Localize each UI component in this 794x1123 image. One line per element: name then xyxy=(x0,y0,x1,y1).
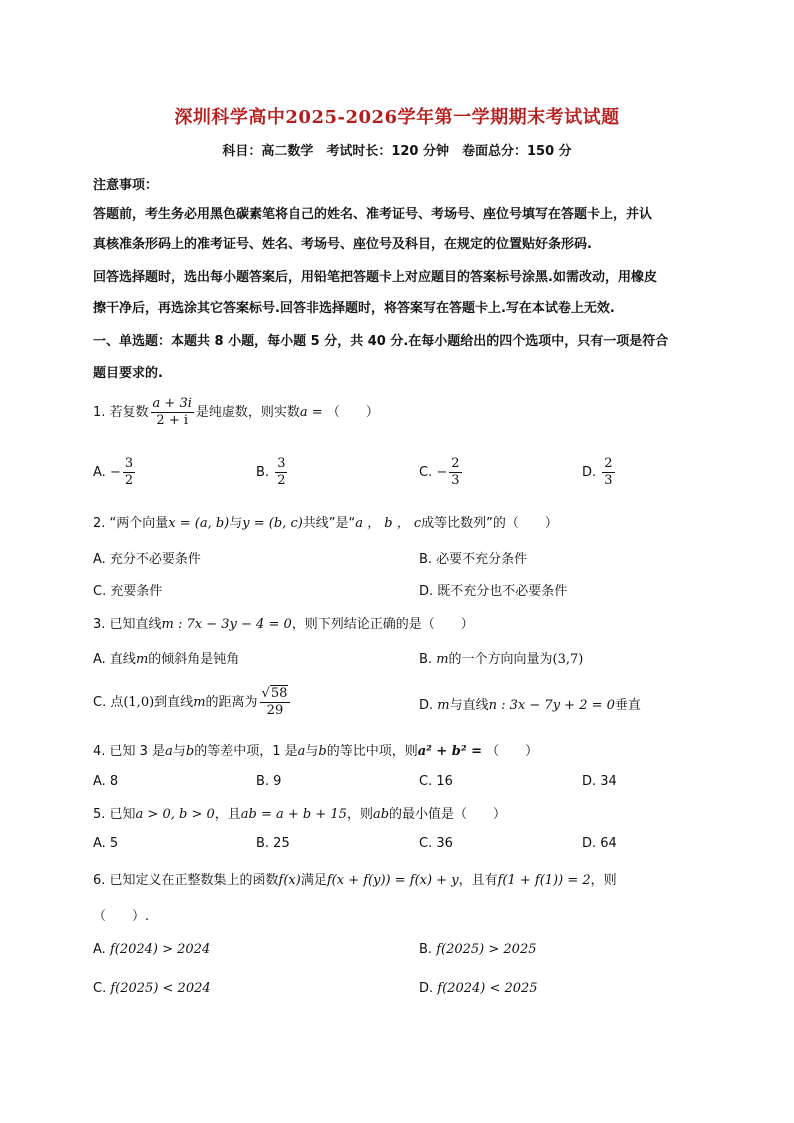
notice-line: 擦干净后，再选涂其它答案标号.回答非选择题时，将答案写在答题卡上.写在本试卷上无效. xyxy=(93,301,615,316)
option-c: C. f(2025) < 2024 xyxy=(93,981,211,996)
option-b: B. 必要不充分条件 xyxy=(419,552,528,567)
option-b: B. 9 xyxy=(256,774,282,789)
option-d: D. 既不充分也不必要条件 xyxy=(419,584,568,599)
question-6: 6. 已知定义在正整数集上的函数f(x)满足f(x + f(y)) = f(x) + y，且有f(1 + f(1)) = 2，则 xyxy=(93,873,617,888)
option-a: A. 8 xyxy=(93,774,119,789)
option-a: A. 充分不必要条件 xyxy=(93,552,201,567)
question-5: 5. 已知a > 0, b > 0，且ab = a + b + 15，则ab的最小值是（ ） xyxy=(93,807,507,822)
fraction: $\frac{√58}{29}$ xyxy=(260,686,291,719)
notice-line: 回答选择题时，选出每小题答案后，用铅笔把答题卡上对应题目的答案标号涂黑.如需改动，用橡皮 xyxy=(93,270,657,285)
question-3: 3. 已知直线m : 7x − 3y − 4 = 0，则下列结论正确的是（ ） xyxy=(93,617,474,632)
exam-info: 科目：高二数学 考试时长：120 分钟 卷面总分：150 分 xyxy=(222,144,572,159)
option-a: A. f(2024) > 2024 xyxy=(93,942,211,957)
option-a: A. 直线m的倾斜角是钝角 xyxy=(93,652,240,667)
question-6-continued: （ ）. xyxy=(93,909,150,924)
page-title: 深圳科学高中2025-2026学年第一学期期末考试试题 xyxy=(174,107,620,128)
option-a: A. − $\frac{3}{2}$ xyxy=(93,456,134,488)
option-d: D. f(2024) < 2025 xyxy=(419,981,538,996)
option-c: C. 充要条件 xyxy=(93,584,163,599)
option-b: B. $\frac{3}{2}$ xyxy=(256,456,286,488)
notice-line: 真核准条形码上的准考证号、姓名、考场号、座位号及科目，在规定的位置贴好条形码. xyxy=(93,237,592,252)
option-c: C. − $\frac{2}{3}$ xyxy=(419,456,460,488)
option-b: B. 25 xyxy=(256,836,290,851)
section-heading: 题目要求的. xyxy=(93,366,163,381)
option-a: A. 5 xyxy=(93,836,119,851)
option-c: C. 点(1,0)到直线m的距离为 $\frac{√58}{29}$ xyxy=(93,686,292,719)
question-1: 1. 若复数 $\frac{a + 3i}{2 + i}$ 是纯虚数，则实数a = （ ） xyxy=(93,396,379,428)
option-c: C. 16 xyxy=(419,774,453,789)
section-heading: 一、单选题：本题共 8 小题，每小题 5 分，共 40 分.在每小题给出的四个选项中，只有一项是符合 xyxy=(93,334,669,349)
question-4: 4. 已知 3 是a与b的等差中项，1 是a与b的等比中项，则a² + b² = （ ） xyxy=(93,744,539,759)
option-d: D. $\frac{2}{3}$ xyxy=(582,456,613,488)
option-c: C. 36 xyxy=(419,836,453,851)
notice-line: 答题前，考生务必用黑色碳素笔将自己的姓名、准考证号、考场号、座位号填写在答题卡上，并认 xyxy=(93,207,653,222)
option-b: B. f(2025) > 2025 xyxy=(419,942,537,957)
option-d: D. m与直线n : 3x − 7y + 2 = 0垂直 xyxy=(419,698,641,713)
option-d: D. 64 xyxy=(582,836,617,851)
fraction: $\frac{a + 3i}{2 + i}$ xyxy=(152,396,192,428)
notice-heading: 注意事项： xyxy=(93,178,159,193)
option-d: D. 34 xyxy=(582,774,617,789)
option-b: B. m的一个方向向量为(3,7) xyxy=(419,652,584,667)
question-2: 2. “两个向量x = (a, b)与y = (b, c)共线”是“a ， b ， c成等比数列”的（ ） xyxy=(93,516,558,531)
